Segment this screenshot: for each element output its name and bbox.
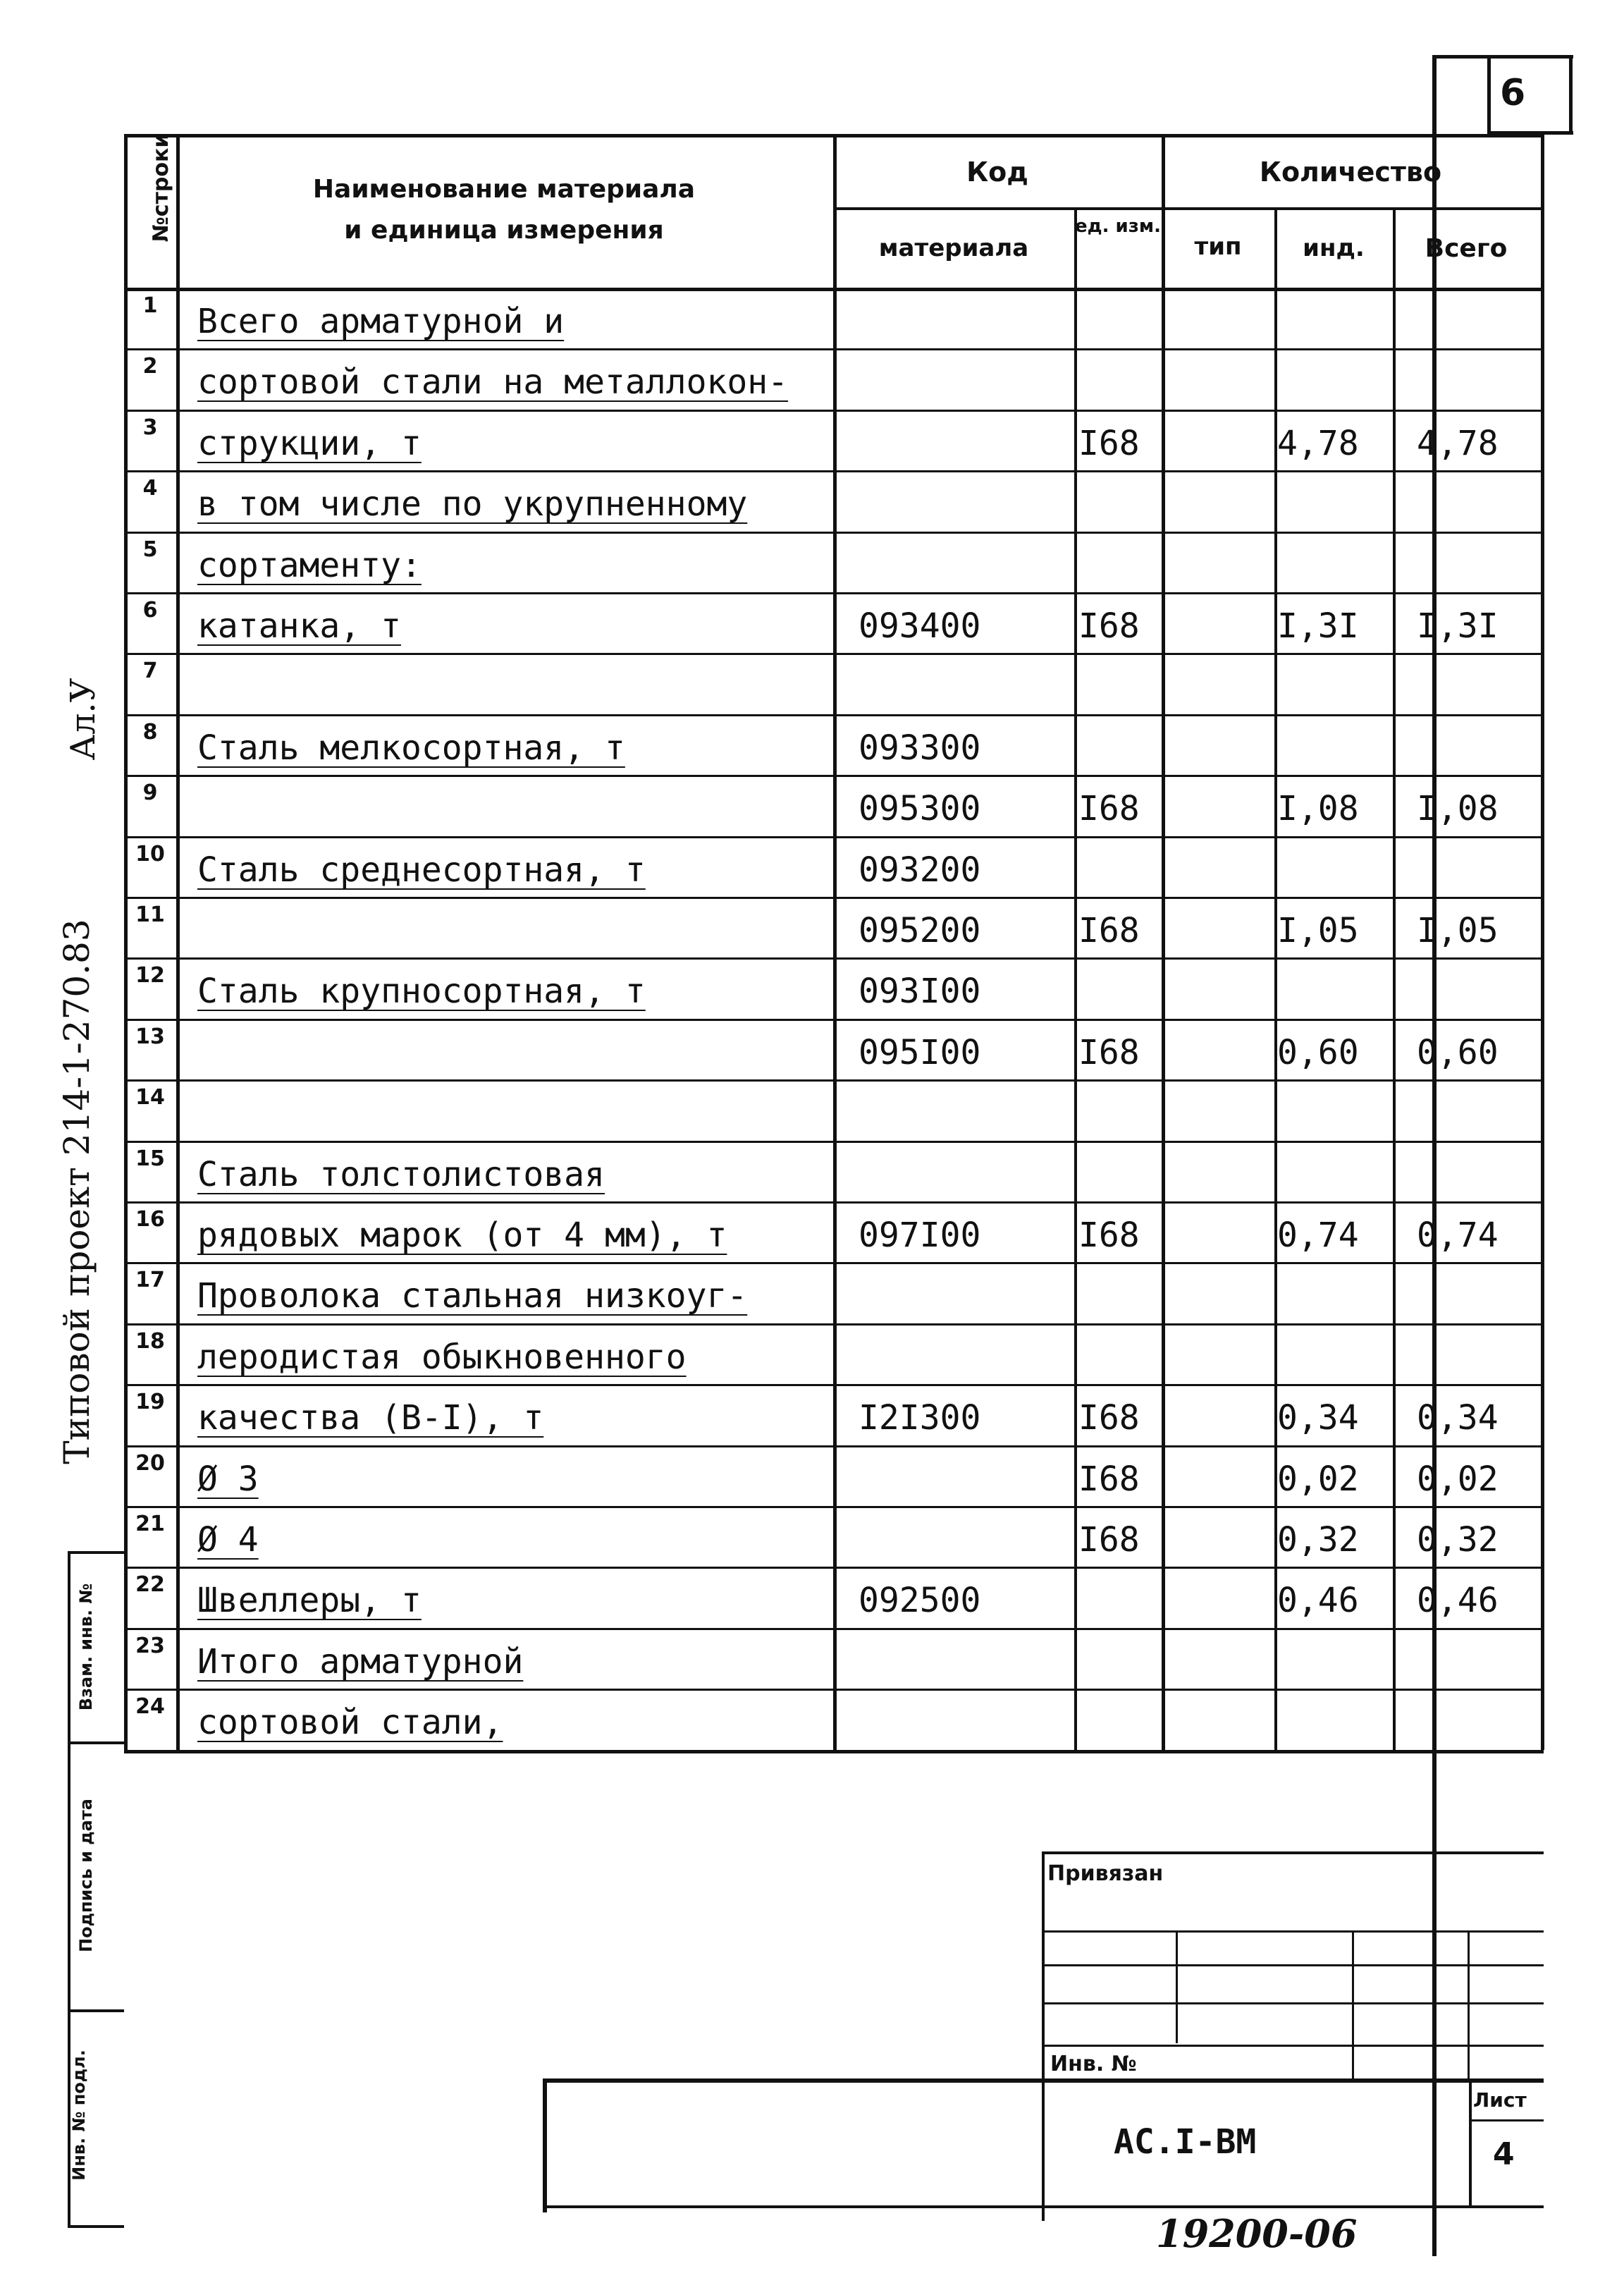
row-qty-total: 0,32 bbox=[1417, 1520, 1499, 1560]
stamp-replace-inv: Взам. инв. № bbox=[76, 1583, 96, 1711]
footer-number: 19200-06 bbox=[1156, 2211, 1358, 2256]
row-material-name: катанка, т bbox=[197, 606, 401, 646]
row-material-code: 097I00 bbox=[859, 1216, 981, 1255]
row-number: 13 bbox=[135, 1024, 165, 1049]
row-unit-code: I68 bbox=[1078, 1032, 1140, 1072]
row-number: 24 bbox=[135, 1694, 165, 1720]
row-qty-total: 0,02 bbox=[1417, 1459, 1499, 1499]
row-qty-ind: 0,74 bbox=[1277, 1216, 1359, 1255]
row-number: 7 bbox=[142, 659, 158, 684]
project-label: Типовой проект 214-1-270.83 bbox=[56, 919, 97, 1464]
header-quantity: Количество bbox=[1259, 157, 1442, 188]
row-qty-ind: I,08 bbox=[1277, 789, 1359, 829]
row-number: 9 bbox=[142, 780, 158, 806]
row-material-name: сортаменту: bbox=[197, 545, 422, 585]
row-number: 6 bbox=[142, 598, 158, 623]
header-code-unit: ед. изм. bbox=[1074, 216, 1161, 237]
row-number: 22 bbox=[135, 1572, 165, 1598]
row-number: 17 bbox=[135, 1268, 165, 1293]
row-number: 14 bbox=[135, 1085, 165, 1110]
row-qty-ind: I,3I bbox=[1277, 606, 1359, 646]
row-unit-code: I68 bbox=[1078, 606, 1140, 646]
row-material-code: I2I300 bbox=[859, 1398, 981, 1438]
stamp-signature-date: Подпись и дата bbox=[76, 1799, 96, 1952]
sheet-number: 4 bbox=[1493, 2136, 1515, 2172]
row-material-name: струкции, т bbox=[197, 423, 422, 463]
row-unit-code: I68 bbox=[1078, 1398, 1140, 1438]
header-qty-total: Всего bbox=[1425, 234, 1508, 263]
row-qty-ind: 0,32 bbox=[1277, 1520, 1359, 1560]
row-qty-total: 0,34 bbox=[1417, 1398, 1499, 1438]
album-label: Ал.У bbox=[63, 678, 103, 761]
row-material-code: 093400 bbox=[859, 606, 981, 646]
row-qty-ind: 0,60 bbox=[1277, 1032, 1359, 1072]
row-number: 18 bbox=[135, 1328, 165, 1354]
row-material-name: Ø 4 bbox=[197, 1520, 259, 1560]
row-number: 5 bbox=[142, 537, 158, 562]
row-material-name: сортовой стали, bbox=[197, 1703, 503, 1743]
row-material-code: 092500 bbox=[859, 1581, 981, 1621]
row-qty-ind: 0,02 bbox=[1277, 1459, 1359, 1499]
row-number: 3 bbox=[142, 415, 158, 440]
row-qty-ind: I,05 bbox=[1277, 911, 1359, 950]
sheet-label: Лист bbox=[1473, 2088, 1527, 2112]
row-unit-code: I68 bbox=[1078, 1459, 1140, 1499]
row-number: 4 bbox=[142, 476, 158, 501]
header-qty-type: тип bbox=[1194, 233, 1242, 261]
row-material-name: Итого арматурной bbox=[197, 1641, 524, 1682]
row-number: 2 bbox=[142, 354, 158, 379]
row-number: 8 bbox=[142, 719, 158, 745]
row-material-name: качества (В-I), т bbox=[197, 1398, 544, 1438]
row-number: 20 bbox=[135, 1450, 165, 1476]
row-number: 10 bbox=[135, 841, 165, 867]
stamp-original-inv: Инв. № подл. bbox=[69, 2050, 89, 2181]
inv-label: Инв. № bbox=[1050, 2052, 1137, 2076]
row-material-name: Ø 3 bbox=[197, 1459, 259, 1499]
row-material-name: Проволока стальная низкоуг- bbox=[197, 1276, 748, 1316]
row-unit-code: I68 bbox=[1078, 911, 1140, 950]
row-material-code: 093I00 bbox=[859, 972, 981, 1012]
row-material-name: леродистая обыкновенного bbox=[197, 1337, 687, 1377]
row-material-name: в том числе по укрупненному bbox=[197, 484, 748, 525]
row-qty-total: 0,74 bbox=[1417, 1216, 1499, 1255]
row-qty-total: I,08 bbox=[1417, 789, 1499, 829]
row-unit-code: I68 bbox=[1078, 423, 1140, 463]
row-number: 19 bbox=[135, 1390, 165, 1415]
header-code-material: материала bbox=[878, 234, 1029, 262]
row-unit-code: I68 bbox=[1078, 1216, 1140, 1255]
row-number: 11 bbox=[135, 902, 165, 927]
row-qty-ind: 4,78 bbox=[1277, 423, 1359, 463]
row-qty-total: 0,60 bbox=[1417, 1032, 1499, 1072]
row-material-code: 095200 bbox=[859, 911, 981, 950]
row-number: 15 bbox=[135, 1146, 165, 1171]
row-material-name: Швеллеры, т bbox=[197, 1581, 422, 1621]
row-material-code: 095I00 bbox=[859, 1032, 981, 1072]
row-qty-total: 0,46 bbox=[1417, 1581, 1499, 1621]
row-number: 23 bbox=[135, 1633, 165, 1658]
sheet-corner-number: 6 bbox=[1500, 72, 1526, 114]
header-qty-ind: инд. bbox=[1303, 234, 1365, 262]
row-material-code: 093200 bbox=[859, 850, 981, 890]
row-material-code: 093300 bbox=[859, 728, 981, 768]
row-unit-code: I68 bbox=[1078, 1520, 1140, 1560]
row-material-name: Сталь крупносортная, т bbox=[197, 972, 646, 1012]
row-qty-total: I,05 bbox=[1417, 911, 1499, 950]
header-code: Код bbox=[966, 157, 1028, 188]
row-qty-total: 4,78 bbox=[1417, 423, 1499, 463]
header-name-line2: и единица измерения bbox=[344, 216, 664, 245]
row-material-name: Сталь толстолистовая bbox=[197, 1154, 605, 1194]
row-material-name: рядовых марок (от 4 мм), т bbox=[197, 1216, 727, 1255]
document-code: АС.I-ВМ bbox=[1114, 2122, 1257, 2162]
row-material-name: Всего арматурной и bbox=[197, 302, 565, 341]
row-qty-ind: 0,34 bbox=[1277, 1398, 1359, 1438]
row-material-name: Сталь среднесортная, т bbox=[197, 850, 646, 890]
header-row-number: №строки bbox=[149, 133, 173, 243]
row-number: 21 bbox=[135, 1512, 165, 1536]
row-material-name: Сталь мелкосортная, т bbox=[197, 728, 625, 768]
row-material-code: 095300 bbox=[859, 789, 981, 829]
row-unit-code: I68 bbox=[1078, 789, 1140, 829]
bound-label: Привязан bbox=[1047, 1861, 1164, 1886]
row-qty-ind: 0,46 bbox=[1277, 1581, 1359, 1621]
row-number: 1 bbox=[142, 293, 158, 318]
row-number: 12 bbox=[135, 963, 165, 988]
header-name-line1: Наименование материала bbox=[312, 175, 696, 204]
row-number: 16 bbox=[135, 1207, 165, 1232]
row-material-name: сортовой стали на металлокон- bbox=[197, 362, 789, 403]
row-qty-total: I,3I bbox=[1417, 606, 1499, 646]
